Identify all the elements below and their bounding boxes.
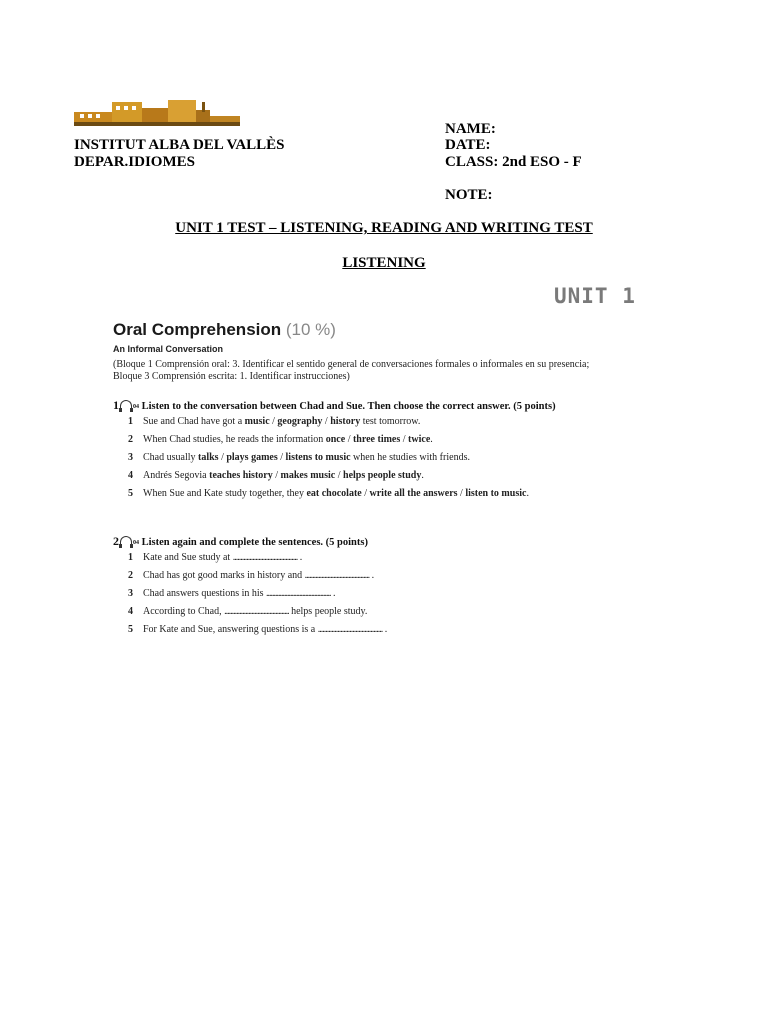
oral-comprehension-title [113, 320, 336, 340]
item-text: Chad usually [143, 452, 198, 463]
date-label: DATE: [445, 137, 491, 153]
exercise-1-number: 1 [113, 398, 119, 412]
item-text: / [457, 488, 466, 499]
exercise-2-instruction: Listen again and complete the sentences. (5 points) [141, 537, 368, 548]
answer-option: twice [408, 434, 431, 445]
oral-description-1: (Bloque 1 Comprensión oral: 3. Identificar el sentido general de conversaciones formales o informales en su presencia; [113, 359, 590, 370]
item-text: / [218, 452, 227, 463]
item-text: / [345, 434, 353, 445]
name-label: NAME: [445, 121, 496, 137]
exercise-1-item-number: 2 [128, 434, 133, 445]
item-text: / [277, 452, 286, 463]
item-text: / [322, 416, 331, 427]
item-text: . [369, 570, 375, 581]
item-text: When Chad studies, he reads the information [143, 434, 326, 445]
answer-option: listen to music [465, 488, 527, 499]
oral-percent: (10 %) [285, 320, 336, 339]
section-label: LISTENING [342, 255, 426, 271]
item-text: / [400, 434, 409, 445]
answer-blank[interactable]: ........................................... [232, 552, 298, 563]
answer-option: geography [277, 416, 323, 427]
exercise-1-heading [113, 398, 556, 413]
exercise-2-item [128, 624, 387, 642]
exercise-2-item-number: 1 [128, 552, 133, 563]
item-text: Andrés Segovia [143, 470, 210, 481]
headphones-icon [120, 536, 132, 546]
exercise-1-item-number: 1 [128, 416, 133, 427]
item-text: Chad answers questions in his [143, 588, 267, 599]
answer-option: once [325, 434, 346, 445]
note-label: NOTE: [445, 187, 493, 203]
exercise-1-instruction: Listen to the conversation between Chad and Sue. Then choose the correct answer. (5 points) [141, 401, 556, 412]
answer-option: plays games [226, 452, 278, 463]
item-text: When Sue and Kate study together, they [143, 488, 307, 499]
exercise-2-item [128, 588, 387, 606]
item-text: For Kate and Sue, answering questions is a [143, 624, 318, 635]
answer-blank[interactable]: ........................................... [266, 588, 331, 599]
oral-description-2: Bloque 3 Comprensión escrita: 1. Identificar instrucciones) [113, 371, 350, 382]
oral-subtitle: An Informal Conversation [113, 344, 224, 354]
exercise-2-item [128, 552, 387, 570]
item-text: . [330, 588, 336, 599]
answer-option: listens to music [285, 452, 351, 463]
exercise-1-item [128, 488, 529, 506]
item-text: . [526, 488, 529, 499]
answer-option: teaches history [209, 470, 273, 481]
item-text: / [335, 470, 344, 481]
exercise-1-list [128, 416, 529, 506]
item-text: . [382, 624, 388, 635]
exercise-1-item [128, 452, 529, 470]
school-building-logo [74, 98, 244, 128]
exercise-1-item [128, 416, 529, 434]
exercise-2-item [128, 606, 387, 624]
item-text: helps people study. [288, 606, 368, 617]
item-text: test tomorrow. [360, 416, 421, 427]
item-text: According to Chad, [143, 606, 225, 617]
exercise-1-item [128, 434, 529, 452]
item-text: / [361, 488, 370, 499]
item-text: / [269, 416, 278, 427]
answer-option: makes music [280, 470, 336, 481]
item-text: when he studies with friends. [350, 452, 470, 463]
item-text: Chad has got good marks in history and [143, 570, 305, 581]
answer-option: write all the answers [369, 488, 458, 499]
item-text: . [421, 470, 424, 481]
answer-option: talks [198, 452, 219, 463]
exercise-1-item-number: 3 [128, 452, 133, 463]
unit-stamp: UNIT 1 [554, 284, 636, 308]
exercise-1-item [128, 470, 529, 488]
exercise-2-item-number: 5 [128, 624, 133, 635]
item-text: Kate and Sue study at [143, 552, 233, 563]
exercise-2-item-number: 4 [128, 606, 133, 617]
answer-option: music [244, 416, 270, 427]
item-text: . [297, 552, 303, 563]
item-text: / [272, 470, 281, 481]
exercise-2-heading [113, 534, 368, 549]
class-label: CLASS: 2nd ESO - F [445, 154, 582, 170]
exercise-1-item-number: 4 [128, 470, 133, 481]
oral-title-text: Oral Comprehension [113, 320, 282, 339]
item-text: Sue and Chad have got a [143, 416, 245, 427]
headphones-icon [120, 400, 132, 410]
item-text: . [430, 434, 433, 445]
exercise-2-track: 04 [133, 540, 139, 546]
exercise-2-number: 2 [113, 534, 119, 548]
answer-blank[interactable]: ........................................... [317, 624, 383, 635]
test-title: UNIT 1 TEST – LISTENING, READING AND WRITING TEST [175, 220, 593, 236]
exercise-2-item [128, 570, 387, 588]
exercise-2-item-number: 2 [128, 570, 133, 581]
answer-option: three times [352, 434, 401, 445]
answer-blank[interactable]: ........................................... [224, 606, 289, 617]
exercise-2-list [128, 552, 387, 642]
exercise-2-item-number: 3 [128, 588, 133, 599]
answer-option: eat chocolate [306, 488, 362, 499]
exercise-1-track: 04 [133, 404, 139, 410]
institute-name: INSTITUT ALBA DEL VALLÈS [74, 137, 285, 153]
answer-blank[interactable]: ........................................... [304, 570, 370, 581]
answer-option: history [330, 416, 361, 427]
answer-option: helps people study [343, 470, 422, 481]
exercise-1-item-number: 5 [128, 488, 133, 499]
department-name: DEPAR.IDIOMES [74, 154, 195, 170]
